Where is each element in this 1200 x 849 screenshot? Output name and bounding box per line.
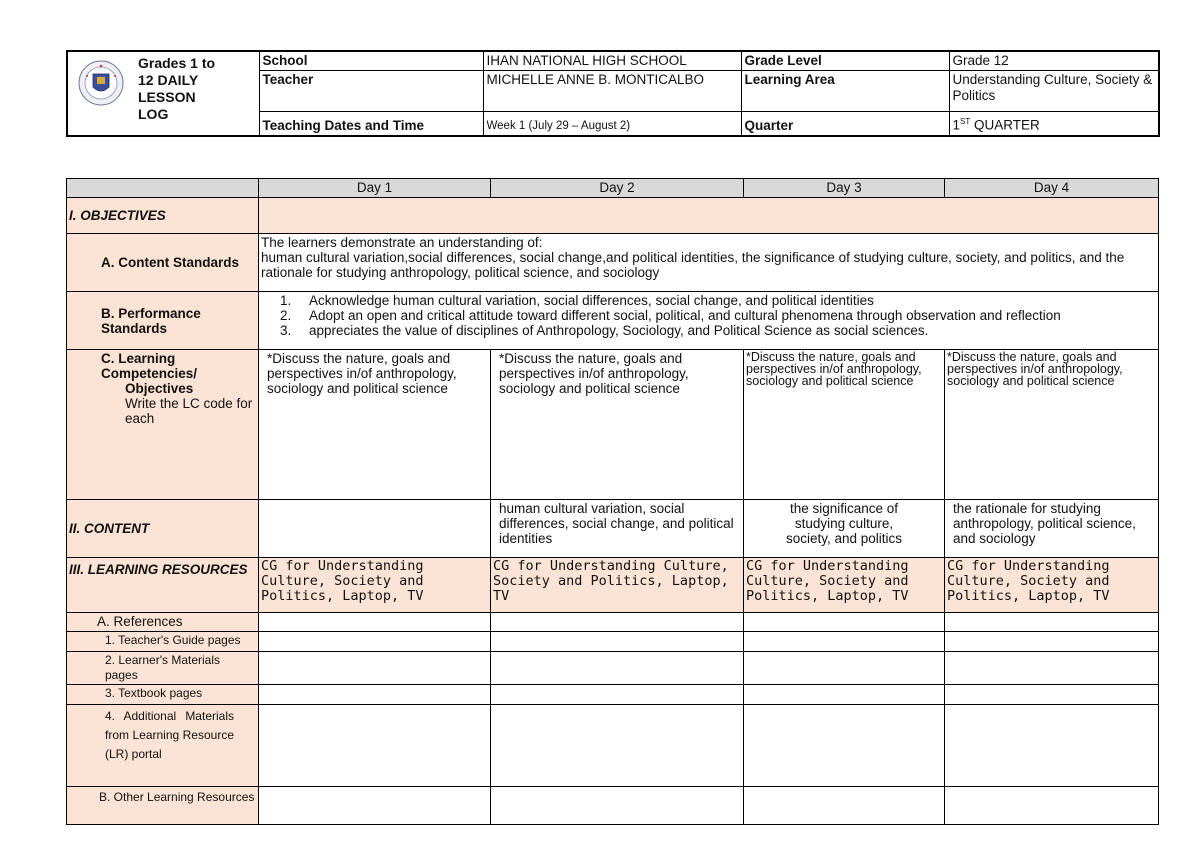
content-standards-intro: The learners demonstrate an understanding of:	[261, 235, 543, 250]
day-3-header: Day 3	[744, 179, 945, 198]
days-header-blank	[67, 179, 259, 198]
lesson-log-table	[66, 178, 1159, 825]
competency-day-2: *Discuss the nature, goals and perspectives in/of anthropology, sociology and political science	[491, 350, 744, 500]
competencies-label-line2: Objectives	[125, 381, 194, 396]
objectives-fill	[259, 198, 1159, 234]
additional-materials-row	[67, 705, 1159, 787]
teachers-guide-row	[67, 632, 1159, 652]
quarter-word: QUARTER	[970, 117, 1040, 133]
competencies-row	[67, 350, 1159, 500]
performance-standard-3: 3. appreciates the value of disciplines of Anthropology, Sociology, and Political Science as social sciences.	[295, 323, 1156, 338]
learning-area-value: Understanding Culture, Society & Politics	[949, 71, 1159, 112]
competency-day-1: *Discuss the nature, goals and perspectives in/of anthropology, sociology and political science	[259, 350, 491, 500]
dates-value: Week 1 (July 29 – August 2)	[483, 112, 741, 136]
lesson-log-title: Grades 1 to 12 DAILY LESSON LOG	[138, 55, 216, 122]
performance-standard-1: 1. Acknowledge human cultural variation, social differences, social change, and political identities	[295, 293, 1156, 308]
teachers-guide-label: 1. Teacher's Guide pages	[67, 632, 259, 652]
learning-resources-label: III. LEARNING RESOURCES	[67, 558, 259, 613]
quarter-number: 1	[952, 117, 961, 133]
grade-level-value: Grade 12	[949, 51, 1159, 71]
content-standards-label: A. Content Standards	[67, 234, 259, 292]
content-label: II. CONTENT	[67, 500, 259, 558]
content-day-2: human cultural variation, social differences, social change, and political identities	[491, 500, 744, 558]
quarter-value	[949, 112, 1159, 136]
competencies-label-line3: Write the LC code for each	[125, 396, 253, 426]
resources-day-1: CG for Understanding Culture, Society and Politics, Laptop, TV	[259, 558, 491, 613]
references-label: A. References	[67, 613, 259, 632]
day-4-header: Day 4	[945, 179, 1159, 198]
teacher-value: MICHELLE ANNE B. MONTICALBO	[483, 71, 741, 112]
resources-day-3: CG for Understanding Culture, Society and Politics, Laptop, TV	[744, 558, 945, 613]
learners-materials-row	[67, 652, 1159, 685]
learners-materials-label: 2. Learner's Materials pages	[67, 652, 259, 685]
dates-label: Teaching Dates and Time	[259, 112, 483, 136]
competencies-label	[67, 350, 259, 500]
performance-standard-2: 2. Adopt an open and critical attitude toward different social, political, and cultural phenomena through observation and reflection	[295, 308, 1156, 323]
resources-day-2: CG for Understanding Culture, Society and Politics, Laptop, TV	[491, 558, 744, 613]
day-1-header: Day 1	[259, 179, 491, 198]
teacher-label: Teacher	[259, 71, 483, 112]
performance-standards-text	[259, 292, 1159, 350]
content-day-3: the significance of studying culture, society, and politics	[744, 500, 945, 558]
textbook-row	[67, 685, 1159, 705]
competency-day-3: *Discuss the nature, goals and perspectives in/of anthropology, sociology and political science	[744, 350, 945, 500]
content-day-1	[259, 500, 491, 558]
learning-resources-row	[67, 558, 1159, 613]
deped-seal-icon	[78, 60, 124, 106]
quarter-label: Quarter	[741, 112, 949, 136]
learning-area-label: Learning Area	[741, 71, 949, 112]
references-row	[67, 613, 1159, 632]
lesson-log-header	[66, 50, 1160, 137]
grade-level-label: Grade Level	[741, 51, 949, 71]
school-label: School	[259, 51, 483, 71]
objectives-label: I. OBJECTIVES	[67, 198, 259, 234]
performance-standards-row	[67, 292, 1159, 350]
other-resources-row	[67, 787, 1159, 825]
competency-day-4: *Discuss the nature, goals and perspectives in/of anthropology, sociology and political science	[945, 350, 1159, 500]
textbook-label: 3. Textbook pages	[67, 685, 259, 705]
additional-materials-label: 4. Additional Materials from Learning Resource (LR) portal	[67, 705, 259, 787]
competencies-label-line1: C. Learning Competencies/	[101, 351, 198, 381]
other-resources-label: B. Other Learning Resources	[67, 787, 259, 825]
deped-logo-cell	[67, 51, 259, 136]
school-value: IHAN NATIONAL HIGH SCHOOL	[483, 51, 741, 71]
days-header-row	[67, 179, 1159, 198]
content-row	[67, 500, 1159, 558]
quarter-suffix: ST	[960, 117, 971, 126]
resources-day-4: CG for Understanding Culture, Society and Politics, Laptop, TV	[945, 558, 1159, 613]
content-day-4: the rationale for studying anthropology, political science, and sociology	[945, 500, 1159, 558]
objectives-row	[67, 198, 1159, 234]
content-standards-row	[67, 234, 1159, 292]
day-2-header: Day 2	[491, 179, 744, 198]
content-standards-text	[259, 234, 1159, 292]
performance-standards-label: B. Performance Standards	[67, 292, 259, 350]
content-standards-body: human cultural variation,social differences, social change,and political identities, the significance of studying culture, society, and politics, and the rationale for studying anthropology, political science, and sociology	[261, 250, 1125, 280]
